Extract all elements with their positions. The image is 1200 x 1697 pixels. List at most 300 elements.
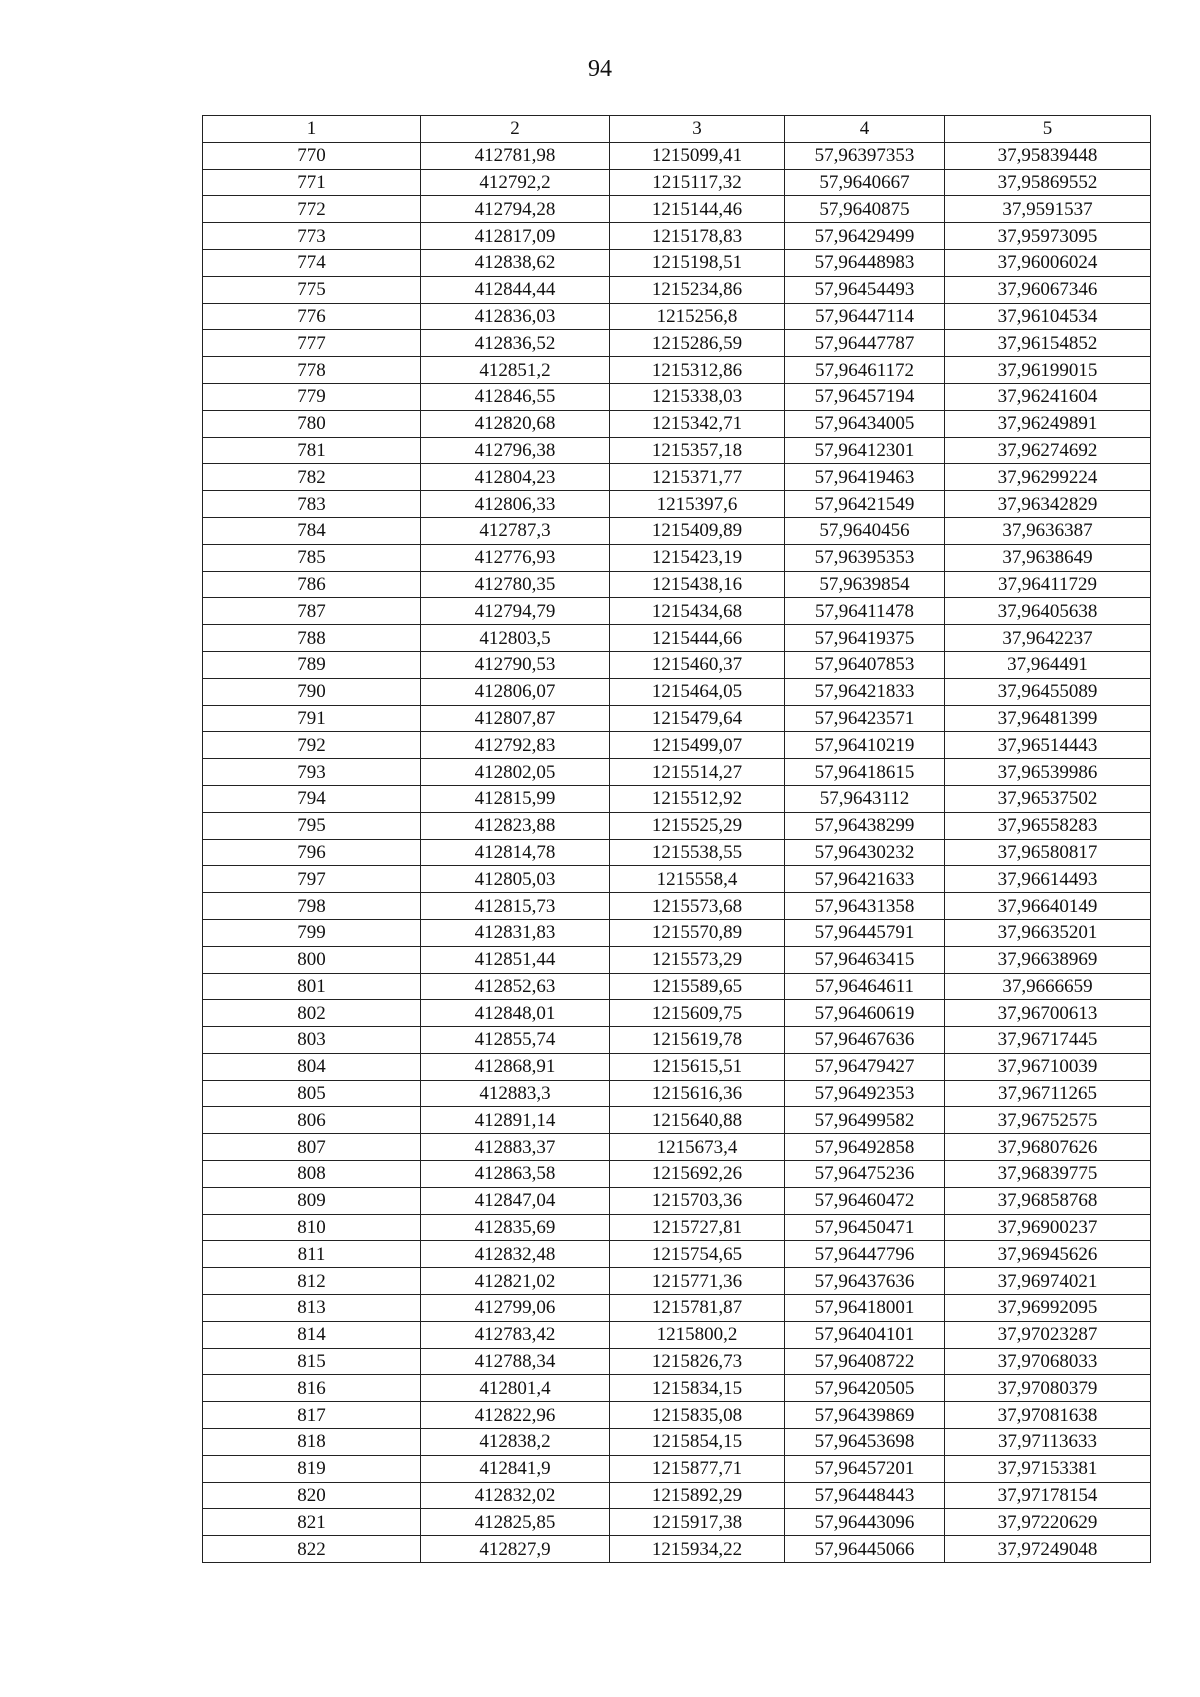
point-number-cell: 804 [203,1053,421,1080]
longitude-cell: 37,96635201 [945,919,1151,946]
table-row [203,1027,1151,1054]
column-header-4: 4 [785,116,945,143]
x-coordinate-cell: 412802,05 [421,759,610,786]
point-number-cell: 790 [203,678,421,705]
longitude-cell: 37,96249891 [945,410,1151,437]
point-number-cell: 791 [203,705,421,732]
y-coordinate-cell: 1215609,75 [610,1000,785,1027]
point-number-cell: 782 [203,464,421,491]
y-coordinate-cell: 1215558,4 [610,866,785,893]
latitude-cell: 57,96434005 [785,410,945,437]
x-coordinate-cell: 412788,34 [421,1348,610,1375]
point-number-cell: 774 [203,249,421,276]
point-number-cell: 770 [203,142,421,169]
x-coordinate-cell: 412804,23 [421,464,610,491]
longitude-cell: 37,97068033 [945,1348,1151,1375]
longitude-cell: 37,96839775 [945,1161,1151,1188]
point-number-cell: 784 [203,517,421,544]
point-number-cell: 797 [203,866,421,893]
longitude-cell: 37,96411729 [945,571,1151,598]
longitude-cell: 37,96900237 [945,1214,1151,1241]
table-row [203,946,1151,973]
longitude-cell: 37,96700613 [945,1000,1151,1027]
point-number-cell: 819 [203,1455,421,1482]
coordinates-table [202,115,1151,1563]
x-coordinate-cell: 412832,02 [421,1482,610,1509]
y-coordinate-cell: 1215099,41 [610,142,785,169]
latitude-cell: 57,96445066 [785,1536,945,1563]
x-coordinate-cell: 412844,44 [421,276,610,303]
x-coordinate-cell: 412776,93 [421,544,610,571]
longitude-cell: 37,97153381 [945,1455,1151,1482]
x-coordinate-cell: 412780,35 [421,571,610,598]
x-coordinate-cell: 412783,42 [421,1321,610,1348]
longitude-cell: 37,96299224 [945,464,1151,491]
y-coordinate-cell: 1215499,07 [610,732,785,759]
column-header-5: 5 [945,116,1151,143]
longitude-cell: 37,96717445 [945,1027,1151,1054]
y-coordinate-cell: 1215781,87 [610,1295,785,1322]
longitude-cell: 37,96752575 [945,1107,1151,1134]
longitude-cell: 37,96067346 [945,276,1151,303]
point-number-cell: 794 [203,785,421,812]
longitude-cell: 37,97080379 [945,1375,1151,1402]
table-row [203,732,1151,759]
point-number-cell: 813 [203,1295,421,1322]
latitude-cell: 57,96464611 [785,973,945,1000]
point-number-cell: 818 [203,1429,421,1456]
table-row [203,303,1151,330]
latitude-cell: 57,9639854 [785,571,945,598]
column-header-3: 3 [610,116,785,143]
y-coordinate-cell: 1215438,16 [610,571,785,598]
x-coordinate-cell: 412790,53 [421,651,610,678]
y-coordinate-cell: 1215727,81 [610,1214,785,1241]
x-coordinate-cell: 412792,2 [421,169,610,196]
x-coordinate-cell: 412868,91 [421,1053,610,1080]
point-number-cell: 807 [203,1134,421,1161]
y-coordinate-cell: 1215538,55 [610,839,785,866]
x-coordinate-cell: 412835,69 [421,1214,610,1241]
point-number-cell: 773 [203,223,421,250]
latitude-cell: 57,96492353 [785,1080,945,1107]
x-coordinate-cell: 412838,62 [421,249,610,276]
x-coordinate-cell: 412827,9 [421,1536,610,1563]
table-row [203,142,1151,169]
latitude-cell: 57,96460472 [785,1187,945,1214]
latitude-cell: 57,96411478 [785,598,945,625]
point-number-cell: 792 [203,732,421,759]
longitude-cell: 37,96992095 [945,1295,1151,1322]
longitude-cell: 37,96104534 [945,303,1151,330]
y-coordinate-cell: 1215834,15 [610,1375,785,1402]
x-coordinate-cell: 412815,73 [421,893,610,920]
column-header-2: 2 [421,116,610,143]
y-coordinate-cell: 1215835,08 [610,1402,785,1429]
y-coordinate-cell: 1215640,88 [610,1107,785,1134]
longitude-cell: 37,96558283 [945,812,1151,839]
latitude-cell: 57,96492858 [785,1134,945,1161]
x-coordinate-cell: 412883,37 [421,1134,610,1161]
latitude-cell: 57,96408722 [785,1348,945,1375]
longitude-cell: 37,96342829 [945,491,1151,518]
y-coordinate-cell: 1215512,92 [610,785,785,812]
y-coordinate-cell: 1215673,4 [610,1134,785,1161]
y-coordinate-cell: 1215877,71 [610,1455,785,1482]
y-coordinate-cell: 1215312,86 [610,357,785,384]
y-coordinate-cell: 1215434,68 [610,598,785,625]
table-row [203,1295,1151,1322]
y-coordinate-cell: 1215615,51 [610,1053,785,1080]
latitude-cell: 57,96421633 [785,866,945,893]
point-number-cell: 815 [203,1348,421,1375]
longitude-cell: 37,96858768 [945,1187,1151,1214]
table-row [203,1455,1151,1482]
point-number-cell: 781 [203,437,421,464]
latitude-cell: 57,96479427 [785,1053,945,1080]
latitude-cell: 57,96418615 [785,759,945,786]
y-coordinate-cell: 1215703,36 [610,1187,785,1214]
longitude-cell: 37,96455089 [945,678,1151,705]
latitude-cell: 57,96460619 [785,1000,945,1027]
latitude-cell: 57,96397353 [785,142,945,169]
longitude-cell: 37,9666659 [945,973,1151,1000]
point-number-cell: 816 [203,1375,421,1402]
point-number-cell: 806 [203,1107,421,1134]
longitude-cell: 37,96807626 [945,1134,1151,1161]
table-row [203,759,1151,786]
y-coordinate-cell: 1215256,8 [610,303,785,330]
table-row [203,1080,1151,1107]
y-coordinate-cell: 1215409,89 [610,517,785,544]
table-row [203,491,1151,518]
table-row [203,1161,1151,1188]
latitude-cell: 57,96450471 [785,1214,945,1241]
point-number-cell: 820 [203,1482,421,1509]
longitude-cell: 37,96006024 [945,249,1151,276]
latitude-cell: 57,96410219 [785,732,945,759]
table-row [203,223,1151,250]
latitude-cell: 57,96420505 [785,1375,945,1402]
longitude-cell: 37,96241604 [945,383,1151,410]
point-number-cell: 800 [203,946,421,973]
latitude-cell: 57,9640456 [785,517,945,544]
latitude-cell: 57,96431358 [785,893,945,920]
latitude-cell: 57,96418001 [785,1295,945,1322]
table-row [203,1187,1151,1214]
table-row [203,1214,1151,1241]
point-number-cell: 810 [203,1214,421,1241]
x-coordinate-cell: 412794,28 [421,196,610,223]
x-coordinate-cell: 412863,58 [421,1161,610,1188]
point-number-cell: 789 [203,651,421,678]
latitude-cell: 57,9643112 [785,785,945,812]
y-coordinate-cell: 1215371,77 [610,464,785,491]
x-coordinate-cell: 412814,78 [421,839,610,866]
table-row [203,893,1151,920]
table-row [203,249,1151,276]
y-coordinate-cell: 1215178,83 [610,223,785,250]
point-number-cell: 805 [203,1080,421,1107]
longitude-cell: 37,95869552 [945,169,1151,196]
table-row [203,1509,1151,1536]
x-coordinate-cell: 412796,38 [421,437,610,464]
latitude-cell: 57,96419375 [785,625,945,652]
longitude-cell: 37,96539986 [945,759,1151,786]
table-row [203,1536,1151,1563]
x-coordinate-cell: 412838,2 [421,1429,610,1456]
latitude-cell: 57,96439869 [785,1402,945,1429]
latitude-cell: 57,96457201 [785,1455,945,1482]
point-number-cell: 775 [203,276,421,303]
longitude-cell: 37,96154852 [945,330,1151,357]
table-row [203,1000,1151,1027]
longitude-cell: 37,97178154 [945,1482,1151,1509]
x-coordinate-cell: 412848,01 [421,1000,610,1027]
latitude-cell: 57,9640667 [785,169,945,196]
latitude-cell: 57,96423571 [785,705,945,732]
longitude-cell: 37,97220629 [945,1509,1151,1536]
table-row [203,1134,1151,1161]
x-coordinate-cell: 412801,4 [421,1375,610,1402]
y-coordinate-cell: 1215479,64 [610,705,785,732]
longitude-cell: 37,96640149 [945,893,1151,920]
longitude-cell: 37,97081638 [945,1402,1151,1429]
x-coordinate-cell: 412799,06 [421,1295,610,1322]
latitude-cell: 57,96429499 [785,223,945,250]
y-coordinate-cell: 1215570,89 [610,919,785,946]
latitude-cell: 57,96430232 [785,839,945,866]
y-coordinate-cell: 1215397,6 [610,491,785,518]
point-number-cell: 798 [203,893,421,920]
longitude-cell: 37,96274692 [945,437,1151,464]
table-row [203,437,1151,464]
latitude-cell: 57,96421833 [785,678,945,705]
y-coordinate-cell: 1215117,32 [610,169,785,196]
x-coordinate-cell: 412832,48 [421,1241,610,1268]
table-row [203,544,1151,571]
latitude-cell: 57,96447796 [785,1241,945,1268]
y-coordinate-cell: 1215144,46 [610,196,785,223]
x-coordinate-cell: 412823,88 [421,812,610,839]
table-row [203,1402,1151,1429]
point-number-cell: 812 [203,1268,421,1295]
latitude-cell: 57,96404101 [785,1321,945,1348]
x-coordinate-cell: 412820,68 [421,410,610,437]
table-row [203,196,1151,223]
table-row [203,517,1151,544]
x-coordinate-cell: 412817,09 [421,223,610,250]
x-coordinate-cell: 412891,14 [421,1107,610,1134]
table-row [203,1482,1151,1509]
longitude-cell: 37,96711265 [945,1080,1151,1107]
table-row [203,625,1151,652]
x-coordinate-cell: 412855,74 [421,1027,610,1054]
column-header-1: 1 [203,116,421,143]
table-row [203,598,1151,625]
x-coordinate-cell: 412836,03 [421,303,610,330]
y-coordinate-cell: 1215342,71 [610,410,785,437]
x-coordinate-cell: 412841,9 [421,1455,610,1482]
point-number-cell: 808 [203,1161,421,1188]
point-number-cell: 803 [203,1027,421,1054]
latitude-cell: 57,96447114 [785,303,945,330]
latitude-cell: 57,9640875 [785,196,945,223]
table-row [203,410,1151,437]
point-number-cell: 802 [203,1000,421,1027]
y-coordinate-cell: 1215619,78 [610,1027,785,1054]
x-coordinate-cell: 412825,85 [421,1509,610,1536]
y-coordinate-cell: 1215234,86 [610,276,785,303]
point-number-cell: 779 [203,383,421,410]
table-row [203,464,1151,491]
point-number-cell: 822 [203,1536,421,1563]
latitude-cell: 57,96467636 [785,1027,945,1054]
table-row [203,357,1151,384]
longitude-cell: 37,96614493 [945,866,1151,893]
y-coordinate-cell: 1215460,37 [610,651,785,678]
latitude-cell: 57,96438299 [785,812,945,839]
y-coordinate-cell: 1215771,36 [610,1268,785,1295]
point-number-cell: 777 [203,330,421,357]
point-number-cell: 809 [203,1187,421,1214]
latitude-cell: 57,96437636 [785,1268,945,1295]
y-coordinate-cell: 1215826,73 [610,1348,785,1375]
table-row [203,1053,1151,1080]
longitude-cell: 37,96537502 [945,785,1151,812]
point-number-cell: 787 [203,598,421,625]
x-coordinate-cell: 412806,07 [421,678,610,705]
y-coordinate-cell: 1215514,27 [610,759,785,786]
longitude-cell: 37,96405638 [945,598,1151,625]
x-coordinate-cell: 412822,96 [421,1402,610,1429]
table-row [203,866,1151,893]
point-number-cell: 786 [203,571,421,598]
x-coordinate-cell: 412787,3 [421,517,610,544]
longitude-cell: 37,96710039 [945,1053,1151,1080]
x-coordinate-cell: 412851,44 [421,946,610,973]
y-coordinate-cell: 1215198,51 [610,249,785,276]
longitude-cell: 37,97249048 [945,1536,1151,1563]
table-row [203,705,1151,732]
table-row [203,1268,1151,1295]
point-number-cell: 776 [203,303,421,330]
longitude-cell: 37,96945626 [945,1241,1151,1268]
x-coordinate-cell: 412821,02 [421,1268,610,1295]
y-coordinate-cell: 1215464,05 [610,678,785,705]
x-coordinate-cell: 412805,03 [421,866,610,893]
latitude-cell: 57,96499582 [785,1107,945,1134]
table-row [203,785,1151,812]
y-coordinate-cell: 1215573,29 [610,946,785,973]
point-number-cell: 795 [203,812,421,839]
table-row [203,839,1151,866]
point-number-cell: 772 [203,196,421,223]
table-row [203,1241,1151,1268]
x-coordinate-cell: 412815,99 [421,785,610,812]
latitude-cell: 57,96475236 [785,1161,945,1188]
table-row [203,330,1151,357]
table-row [203,276,1151,303]
latitude-cell: 57,96448443 [785,1482,945,1509]
x-coordinate-cell: 412807,87 [421,705,610,732]
x-coordinate-cell: 412846,55 [421,383,610,410]
x-coordinate-cell: 412847,04 [421,1187,610,1214]
longitude-cell: 37,964491 [945,651,1151,678]
longitude-cell: 37,95973095 [945,223,1151,250]
y-coordinate-cell: 1215854,15 [610,1429,785,1456]
longitude-cell: 37,9638649 [945,544,1151,571]
point-number-cell: 811 [203,1241,421,1268]
longitude-cell: 37,97023287 [945,1321,1151,1348]
longitude-cell: 37,96481399 [945,705,1151,732]
table-row [203,383,1151,410]
y-coordinate-cell: 1215616,36 [610,1080,785,1107]
longitude-cell: 37,96638969 [945,946,1151,973]
x-coordinate-cell: 412803,5 [421,625,610,652]
latitude-cell: 57,96461172 [785,357,945,384]
y-coordinate-cell: 1215357,18 [610,437,785,464]
point-number-cell: 788 [203,625,421,652]
y-coordinate-cell: 1215589,65 [610,973,785,1000]
y-coordinate-cell: 1215286,59 [610,330,785,357]
table-row [203,169,1151,196]
table-row [203,1107,1151,1134]
latitude-cell: 57,96463415 [785,946,945,973]
table-body [203,142,1151,1562]
table-row [203,1375,1151,1402]
latitude-cell: 57,96447787 [785,330,945,357]
x-coordinate-cell: 412792,83 [421,732,610,759]
point-number-cell: 780 [203,410,421,437]
table-header [203,116,1151,143]
point-number-cell: 799 [203,919,421,946]
longitude-cell: 37,9642237 [945,625,1151,652]
point-number-cell: 821 [203,1509,421,1536]
point-number-cell: 817 [203,1402,421,1429]
x-coordinate-cell: 412883,3 [421,1080,610,1107]
table-row [203,812,1151,839]
longitude-cell: 37,96199015 [945,357,1151,384]
longitude-cell: 37,9591537 [945,196,1151,223]
table-row [203,1429,1151,1456]
y-coordinate-cell: 1215444,66 [610,625,785,652]
x-coordinate-cell: 412831,83 [421,919,610,946]
x-coordinate-cell: 412852,63 [421,973,610,1000]
table-row [203,973,1151,1000]
y-coordinate-cell: 1215892,29 [610,1482,785,1509]
latitude-cell: 57,96454493 [785,276,945,303]
point-number-cell: 783 [203,491,421,518]
latitude-cell: 57,96457194 [785,383,945,410]
latitude-cell: 57,96407853 [785,651,945,678]
header-row [203,116,1151,143]
x-coordinate-cell: 412781,98 [421,142,610,169]
longitude-cell: 37,97113633 [945,1429,1151,1456]
y-coordinate-cell: 1215692,26 [610,1161,785,1188]
latitude-cell: 57,96421549 [785,491,945,518]
longitude-cell: 37,96580817 [945,839,1151,866]
point-number-cell: 814 [203,1321,421,1348]
table-row [203,678,1151,705]
longitude-cell: 37,96514443 [945,732,1151,759]
table-row [203,1348,1151,1375]
x-coordinate-cell: 412851,2 [421,357,610,384]
latitude-cell: 57,96448983 [785,249,945,276]
point-number-cell: 796 [203,839,421,866]
latitude-cell: 57,96419463 [785,464,945,491]
point-number-cell: 778 [203,357,421,384]
